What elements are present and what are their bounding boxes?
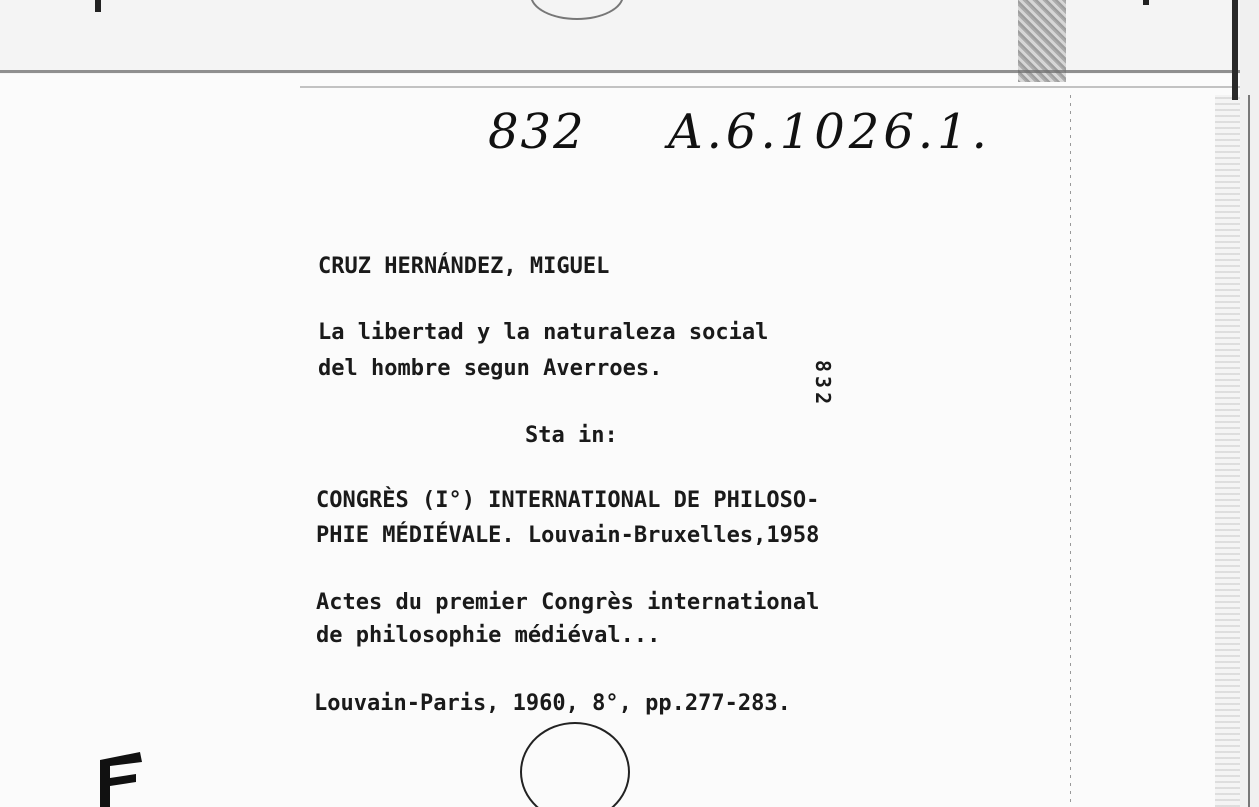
library-stamp-circle xyxy=(520,722,630,807)
congress-line-2: PHIE MÉDIÉVALE. Louvain-Bruxelles,1958 xyxy=(316,523,820,548)
title-line-1: La libertad y la naturaleza social xyxy=(318,320,769,345)
imprint-line: Louvain-Paris, 1960, 8°, pp.277-283. xyxy=(314,691,791,716)
stamp-fragment-icon xyxy=(96,748,160,807)
acts-line-1: Actes du premier Congrès international xyxy=(316,590,820,615)
card-stack-line xyxy=(1248,95,1250,807)
acts-line-2: de philosophie médiéval... xyxy=(316,623,661,648)
previous-card-edge xyxy=(0,0,1259,74)
author-heading: CRUZ HERNÁNDEZ, MIGUEL xyxy=(318,254,610,279)
card-right-edge-dotted xyxy=(1070,95,1071,807)
side-number: 832 xyxy=(811,360,835,409)
card-top-edge xyxy=(0,70,1259,73)
handwritten-number: 832 xyxy=(488,104,586,160)
ink-mark xyxy=(1143,0,1149,5)
card-top-edge-shadow xyxy=(300,86,1240,88)
card-stack-mark xyxy=(1232,0,1238,100)
ink-mark xyxy=(95,0,101,12)
congress-line-1: CONGRÈS (I°) INTERNATIONAL DE PHILOSO- xyxy=(316,488,820,513)
in-label: Sta in: xyxy=(525,423,618,448)
title-line-2: del hombre segun Averroes. xyxy=(318,356,663,381)
handwritten-call-number: A.6.1026.1. xyxy=(668,104,991,160)
